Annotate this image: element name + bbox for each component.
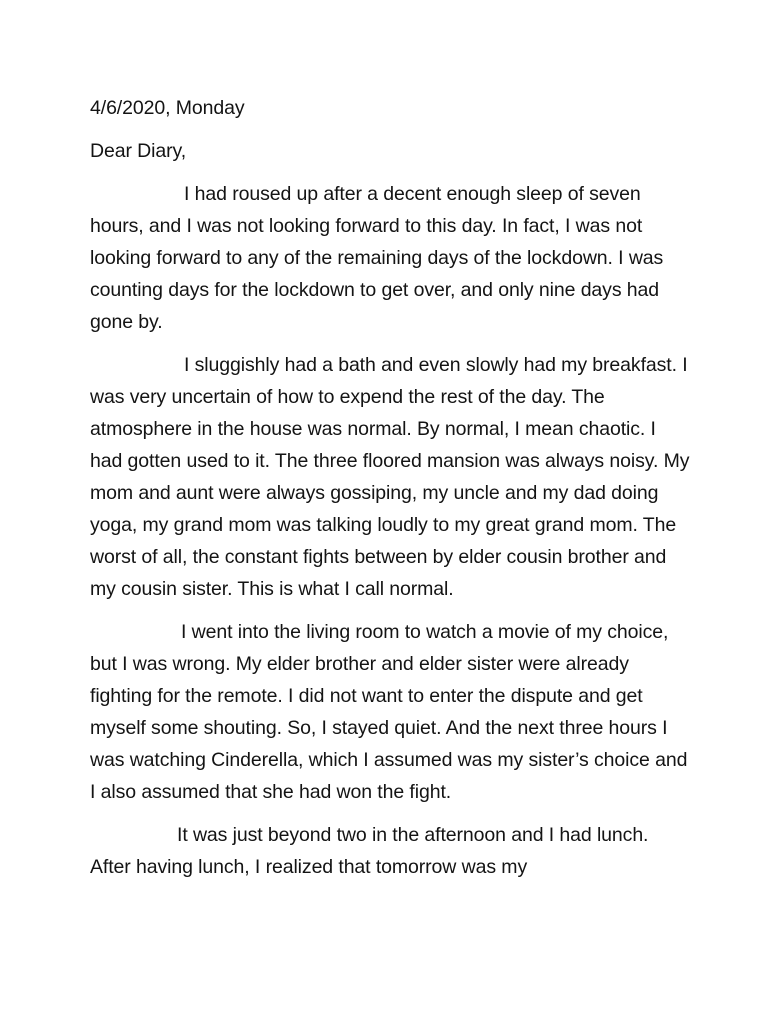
paragraph-4: It was just beyond two in the afternoon and I had lunch. After having lunch, I realized that tomorrow was my [90, 824, 649, 878]
diary-text [90, 92, 690, 894]
date-line: 4/6/2020, Monday [90, 97, 245, 119]
paragraph-1: I had roused up after a decent enough sleep of seven hours, and I was not looking forward to this day. In fact, I was not looking forward to any of the remaining days of the lockdown. I was counting days for the lockdown to get over, and only nine days had gone by. [90, 183, 664, 333]
paragraph-3: I went into the living room to watch a movie of my choice, but I was wrong. My elder brother and elder sister were already fighting for the remote. I did not want to enter the dispute and get myself some shouting. So, I stayed quiet. And the next three hours I was watching Cinderella, which I assumed was my sister’s choice and I also assumed that she had won the fight. [90, 621, 688, 803]
salutation: Dear Diary, [90, 140, 187, 162]
paragraph-2: I sluggishly had a bath and even slowly had my breakfast. I was very uncertain of how to expend the rest of the day. The atmosphere in the house was normal. By normal, I mean chaotic. I had gotten used to it. The three floored mansion was always noisy. My mom and aunt were always gossiping, my uncle and my dad doing yoga, my grand mom was talking loudly to my great grand mom. The worst of all, the constant fights between by elder cousin brother and my cousin sister. This is what I call normal. [90, 354, 690, 600]
